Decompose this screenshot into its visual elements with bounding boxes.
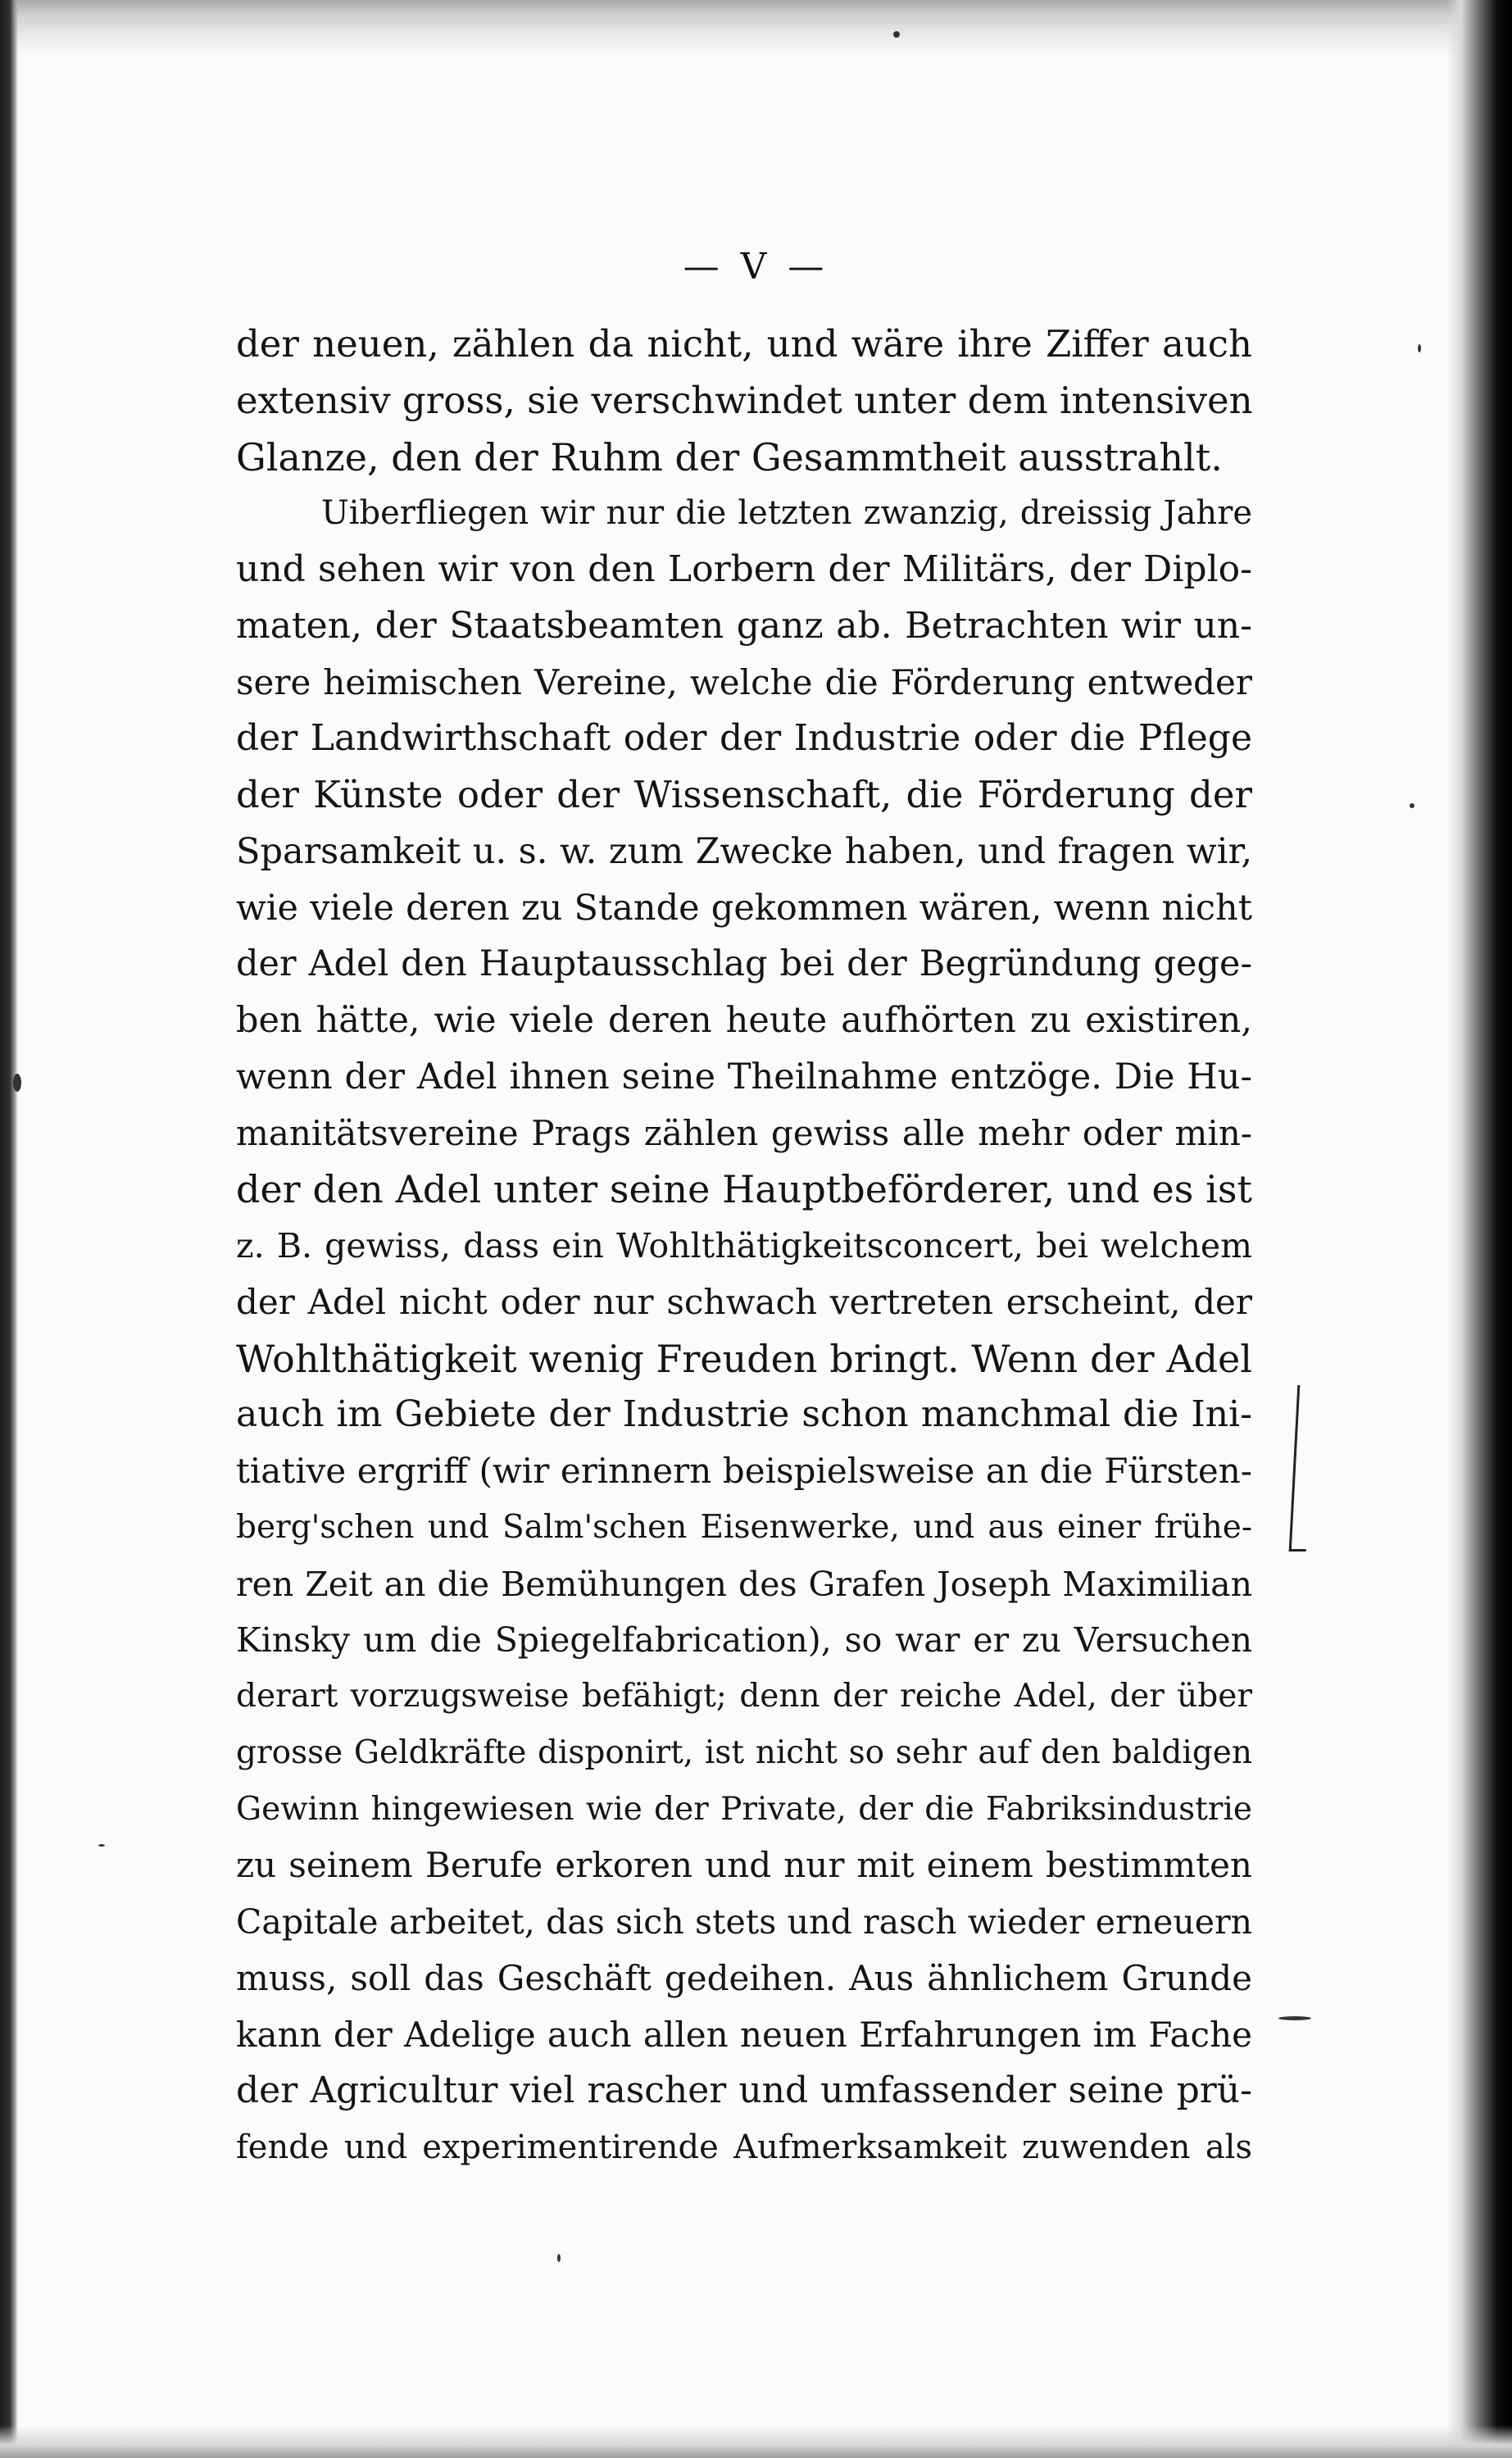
- scan-edge-right: [1446, 0, 1512, 2458]
- text-line: der neuen, zählen da nicht, und wäre ihre Ziffer auch: [236, 322, 1252, 366]
- text-line: grosse Geldkräfte disponirt, ist nicht so sehr auf den baldigen: [236, 1733, 1252, 1771]
- scan-edge-top: [0, 0, 1512, 57]
- text-line: wenn der Adel ihnen seine Theilnahme entzöge. Die Hu-: [236, 1056, 1252, 1097]
- text-line: extensiv gross, sie verschwindet unter dem intensiven: [236, 378, 1253, 422]
- text-line: der Künste oder der Wissenschaft, die Förderung der: [236, 773, 1252, 816]
- text-line: sere heimischen Vereine, welche die Förderung entweder: [236, 661, 1252, 702]
- scan-speck: [557, 2254, 561, 2262]
- text-line: der den Adel unter seine Hauptbeförderer, und es ist: [236, 1167, 1252, 1212]
- text-line: der Adel den Hauptausschlag bei der Begründung gege-: [236, 943, 1252, 985]
- text-line: und sehen wir von den Lorbern der Militärs, der Diplo-: [236, 548, 1252, 590]
- text-line: berg'schen und Salm'schen Eisenwerke, und aus einer frühe-: [236, 1508, 1252, 1546]
- text-line: manitätsvereine Prags zählen gewiss alle mehr oder min-: [236, 1112, 1252, 1153]
- text-line: Gewinn hingewiesen wie der Private, der die Fabriksindustrie: [236, 1790, 1252, 1828]
- text-line: zu seinem Berufe erkoren und nur mit einem bestimmten: [236, 1845, 1252, 1886]
- text-line: der Landwirthschaft oder der Industrie oder die Pflege: [236, 717, 1252, 760]
- scan-speck: [1410, 803, 1414, 808]
- text-line: kann der Adelige auch allen neuen Erfahrungen im Fache: [236, 2014, 1252, 2055]
- scan-speck: [893, 31, 900, 38]
- scan-speck: [13, 1074, 21, 1092]
- text-line: der Adel nicht oder nur schwach vertreten erscheint, der: [236, 1281, 1252, 1322]
- text-line: maten, der Staatsbeamten ganz ab. Betrachten wir un-: [236, 604, 1252, 647]
- scan-edge-left: [0, 0, 18, 2458]
- text-line: Wohlthätigkeit wenig Freuden bringt. Wenn der Adel: [236, 1336, 1252, 1381]
- scan-speck: [1278, 2016, 1311, 2020]
- text-line: ren Zeit an die Bemühungen des Grafen Joseph Maximilian: [236, 1564, 1252, 1604]
- text-line: Glanze, den der Ruhm der Gesammtheit ausstrahlt.: [236, 434, 1223, 479]
- text-line: fende und experimentirende Aufmerksamkeit zuwenden als: [236, 2129, 1252, 2166]
- text-line: ben hätte, wie viele deren heute aufhörten zu existiren,: [236, 1000, 1252, 1041]
- running-head-page-number: — V —: [683, 246, 829, 288]
- text-line: wie viele deren zu Stande gekommen wären, wenn nicht: [236, 887, 1252, 929]
- text-line: Uiberfliegen wir nur die letzten zwanzig, dreissig Jahre: [321, 494, 1252, 533]
- text-line: auch im Gebiete der Industrie schon manchmal die Ini-: [236, 1393, 1252, 1436]
- body-text: [236, 316, 1252, 2176]
- text-line: z. B. gewiss, dass ein Wohlthätigkeitsconcert, bei welchem: [236, 1226, 1252, 1265]
- text-line: Kinsky um die Spiegelfabrication), so war er zu Versuchen: [236, 1620, 1252, 1661]
- scan-speck: [98, 1844, 105, 1847]
- text-line: muss, soll das Geschäft gedeihen. Aus ähnlichem Grunde: [236, 1957, 1252, 1998]
- scan-speck: [1418, 344, 1421, 352]
- scan-edge-bottom: [0, 2425, 1512, 2458]
- text-line: derart vorzugsweise befähigt; denn der reiche Adel, der über: [236, 1678, 1252, 1715]
- margin-bracket-mark: [1289, 1385, 1315, 1552]
- text-line: Capitale arbeitet, das sich stets und rasch wieder erneuern: [236, 1902, 1252, 1942]
- text-line: tiative ergriff (wir erinnern beispielsweise an die Fürsten-: [236, 1451, 1252, 1491]
- text-line: der Agricultur viel rascher und umfassender seine prü-: [236, 2070, 1252, 2112]
- text-line: Sparsamkeit u. s. w. zum Zwecke haben, und fragen wir,: [236, 830, 1252, 872]
